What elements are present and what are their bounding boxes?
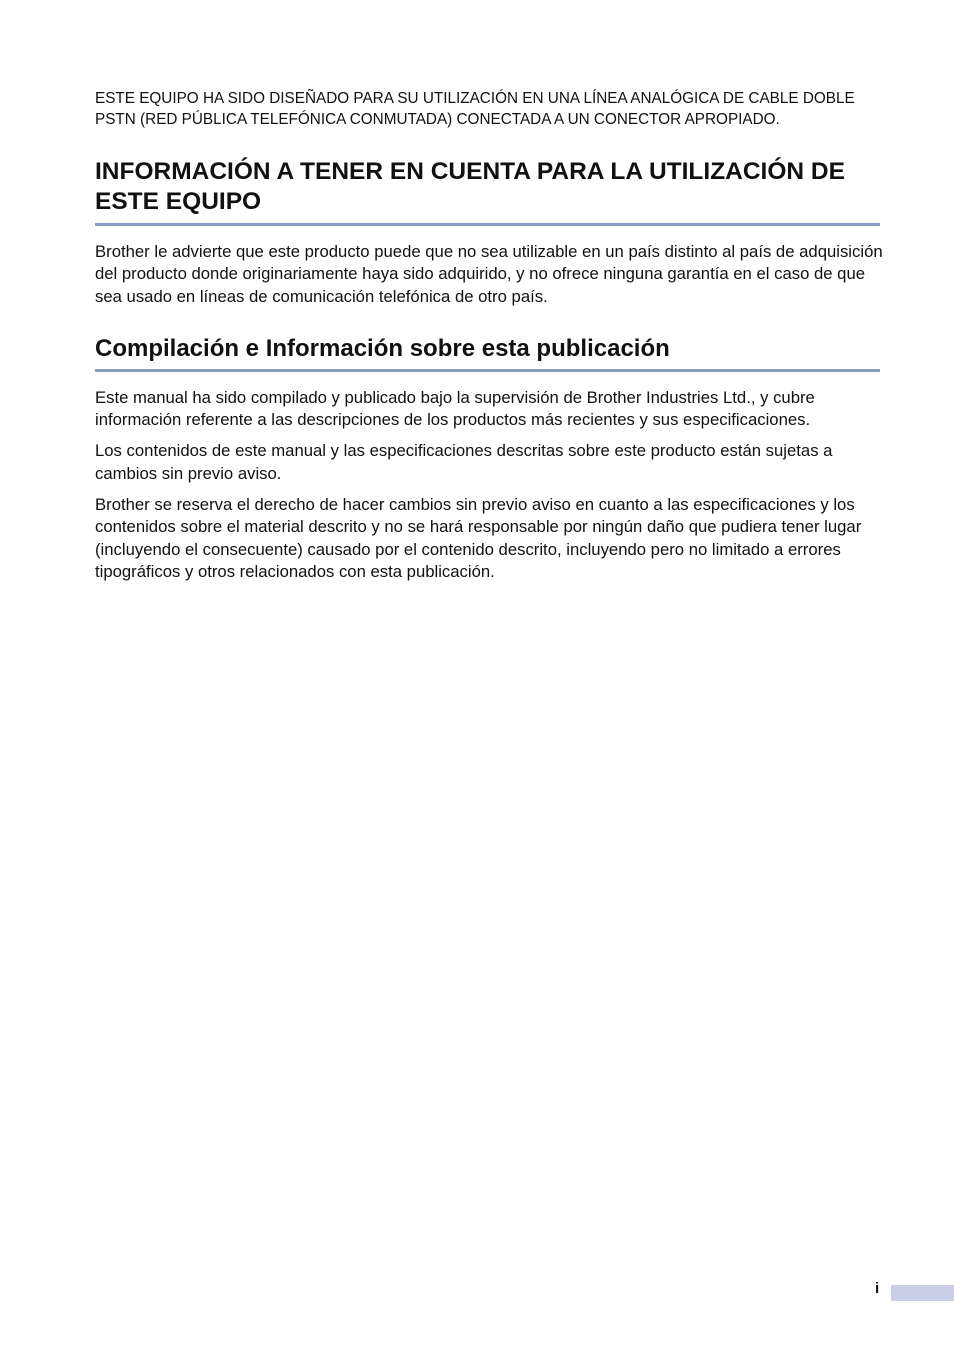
section-usage-paragraph: Brother le advierte que este producto puede que no sea utilizable en un país distinto al país de adquisición del producto donde originariamente haya sido adquirido, y no ofrece ninguna garantía en el caso de que sea usado en líneas de comunicación telefónica de otro país.: [95, 242, 883, 306]
compilation-paragraph-2: Los contenidos de este manual y las especificaciones descritas sobre este producto están sujetas a cambios sin previo aviso.: [95, 441, 833, 483]
section-title-compilation: Compilación e Información sobre esta publicación: [95, 334, 670, 362]
page-number: i: [875, 1280, 880, 1297]
compilation-paragraph-1: Este manual ha sido compilado y publicado bajo la supervisión de Brother Industries Ltd., y cubre información referente a las descripciones de los productos más recientes y sus especificaciones.: [95, 387, 815, 430]
compilation-paragraph-3: Brother se reserva el derecho de hacer cambios sin previo aviso en cuanto a las especificaciones y los contenidos sobre el material descrito y no se hará responsable por ningún daño que pudiera tener lugar (incluyendo el consecuente) causado por el contenido descrito, incluyendo pero no limitado a errores tipográficos y otros relacionados con esta publicación.: [95, 495, 862, 581]
section-title-usage-info: INFORMACIÓN A TENER EN CUENTA PARA LA UTILIZACIÓN DE ESTE EQUIPO: [95, 158, 845, 215]
document-page: [95, 89, 885, 583]
page-tab-marker: [891, 1285, 954, 1301]
section-divider: [95, 223, 880, 226]
section-divider: [95, 369, 880, 372]
equipment-notice: ESTE EQUIPO HA SIDO DISEÑADO PARA SU UTILIZACIÓN EN UNA LÍNEA ANALÓGICA DE CABLE DOBLE PSTN (RED PÚBLICA TELEFÓNICA CONMUTADA) CONECTADA A UN CONECTOR APROPIADO.: [95, 90, 855, 128]
